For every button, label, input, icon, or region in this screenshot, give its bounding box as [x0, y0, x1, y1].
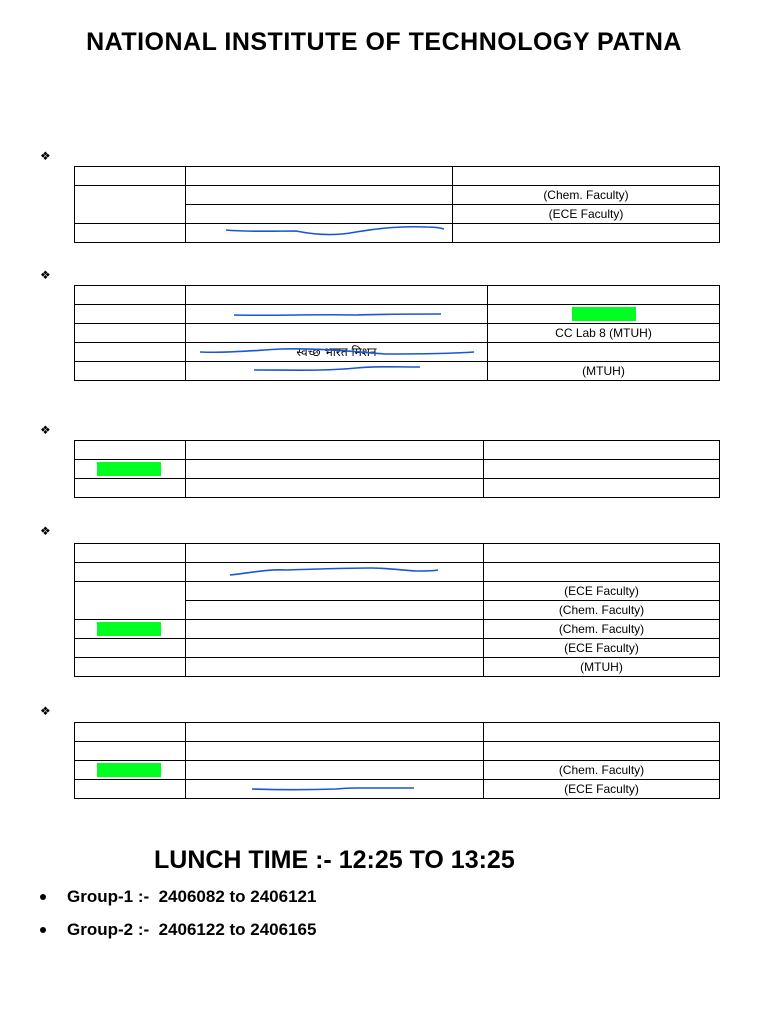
table-cell-faculty: (ECE Faculty)	[484, 582, 720, 601]
table-row	[75, 441, 720, 460]
table-row	[75, 224, 720, 243]
green-highlight	[97, 622, 161, 636]
table-row	[75, 324, 720, 343]
bullet-dot-icon	[40, 894, 46, 900]
table-row	[75, 544, 720, 563]
schedule-table-3	[74, 440, 720, 498]
table-cell-room: (MTUH)	[488, 362, 720, 381]
table-row	[75, 563, 720, 582]
table-cell-faculty: (Chem. Faculty)	[484, 601, 720, 620]
schedule-table-5	[74, 722, 720, 799]
table-row	[75, 343, 720, 362]
green-highlight	[97, 462, 161, 476]
section-bullet-5: ❖	[40, 704, 51, 718]
group-label: Group-1 :- 2406082 to 2406121	[67, 887, 317, 906]
group-list	[40, 886, 316, 952]
table-row	[75, 620, 720, 639]
green-highlight	[572, 307, 636, 321]
section-bullet-2: ❖	[40, 268, 51, 282]
table-cell-room: CC Lab 8 (MTUH)	[488, 324, 720, 343]
table-row	[75, 186, 720, 205]
table-row	[75, 780, 720, 799]
table-cell-faculty: (ECE Faculty)	[484, 639, 720, 658]
table-row	[75, 639, 720, 658]
schedule-table-4	[74, 543, 720, 677]
swachh-bharat-text: स्वच्छ भारत मिशन	[296, 345, 377, 359]
lunch-time-heading: LUNCH TIME :- 12:25 TO 13:25	[154, 846, 515, 874]
page-title: NATIONAL INSTITUTE OF TECHNOLOGY PATNA	[86, 28, 682, 56]
redaction-scribble	[186, 305, 476, 325]
table-row	[75, 460, 720, 479]
redaction-scribble	[186, 563, 476, 583]
schedule-table-2	[74, 285, 720, 381]
table-row	[75, 286, 720, 305]
table-row	[75, 742, 720, 761]
table-cell-faculty: (Chem. Faculty)	[453, 186, 720, 205]
table-cell-room: (MTUH)	[484, 658, 720, 677]
list-item	[40, 919, 316, 952]
green-highlight	[97, 763, 161, 777]
table-row	[75, 479, 720, 498]
section-bullet-3: ❖	[40, 423, 51, 437]
schedule-table-1	[74, 166, 720, 243]
table-row	[75, 305, 720, 324]
table-row	[75, 362, 720, 381]
section-bullet-4: ❖	[40, 524, 51, 538]
table-cell-faculty: (Chem. Faculty)	[484, 761, 720, 780]
redaction-scribble	[186, 780, 476, 800]
table-cell-faculty: (ECE Faculty)	[484, 780, 720, 799]
redaction-scribble	[186, 224, 476, 244]
table-cell-faculty: (Chem. Faculty)	[484, 620, 720, 639]
table-cell-faculty: (ECE Faculty)	[453, 205, 720, 224]
table-row	[75, 723, 720, 742]
table-row	[75, 658, 720, 677]
list-item	[40, 886, 316, 919]
redaction-scribble	[186, 362, 476, 382]
section-bullet-1: ❖	[40, 149, 51, 163]
table-row	[75, 167, 720, 186]
group-label: Group-2 :- 2406122 to 2406165	[67, 920, 317, 939]
table-row	[75, 761, 720, 780]
bullet-dot-icon	[40, 927, 46, 933]
table-row	[75, 582, 720, 601]
